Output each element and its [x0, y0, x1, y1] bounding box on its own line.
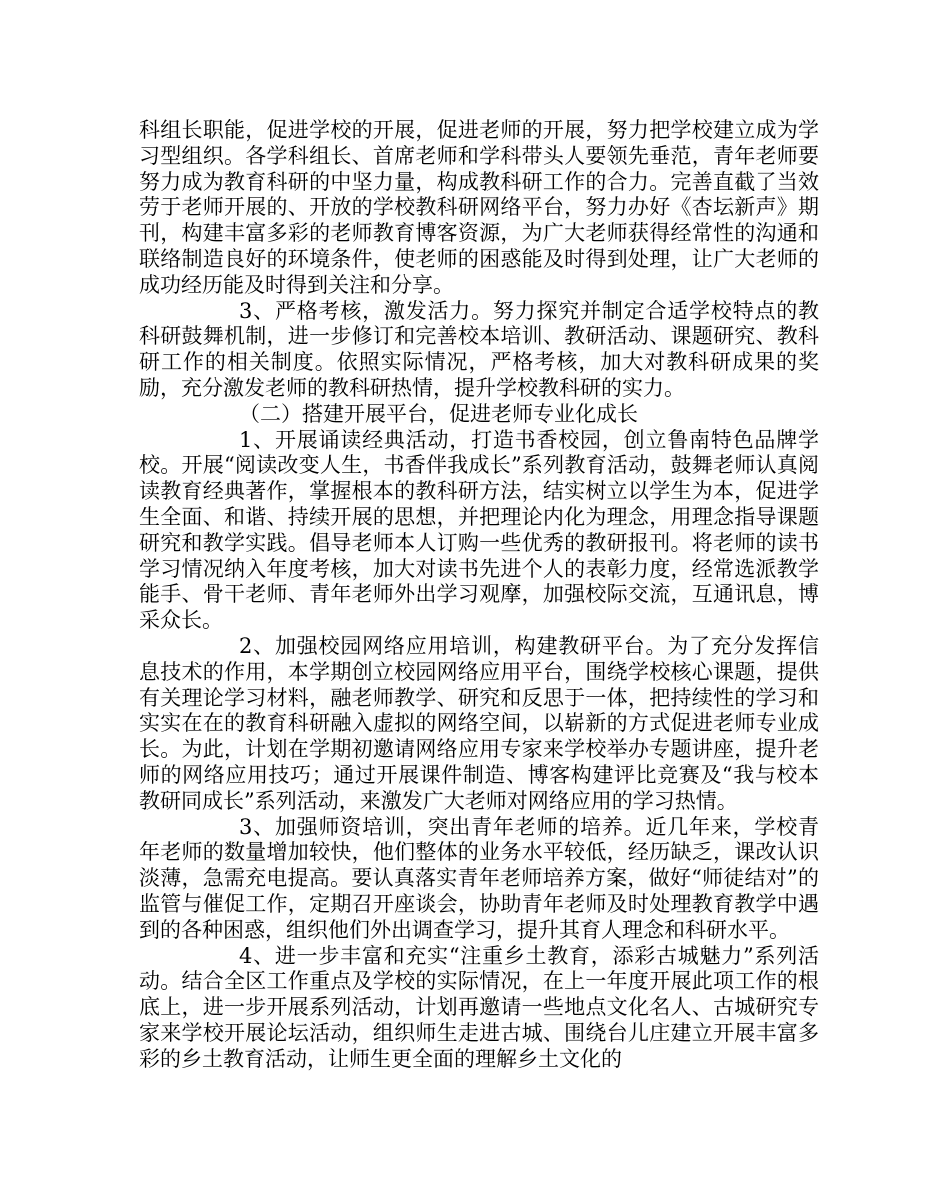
section-heading-platform: （二）搭建开展平台，促进老师专业化成长 [239, 401, 638, 426]
paragraph-network-training: 2、加强校园网络应用培训，构建教研平台。为了充分发挥信息技术的作用，本学期创立校园网络应用平台，围绕学校核心课题，提供有关理论学习材料，融老师教学、研究和反思于一体，把持续性的学习和实实在在的教育科研融入虚拟的网络空间，以崭新的方式促进老师专业成长。为此，计划在学期初邀请网络应用专家来学校举办专题讲座，提升老师的网络应用技巧；通过开展课件制造、博客构建评比竞赛及“我与校本教研同成长”系列活动，来激发广大老师对网络应用的学习热情。 [139, 633, 819, 813]
document-page [139, 118, 819, 1072]
paragraph-reading-classics: 1、开展诵读经典活动，打造书香校园，创立鲁南特色品牌学校。开展“阅读改变人生，书香伴我成长”系列教育活动，鼓舞老师认真阅读教育经典著作，掌握根本的教科研方法，结实树立以学生为本，促进学生全面、和谐、持续开展的思想，并把理论内化为理念，用理念指导课题研究和教学实践。倡导老师本人订购一些优秀的教研报刊。将老师的读书学习情况纳入年度考核，加大对读书先进个人的表彰力度，经常选派教学能手、骨干老师、青年老师外出学习观摩，加强校际交流，互通讯息，博采众长。 [139, 427, 819, 633]
paragraph-teacher-training: 3、加强师资培训，突出青年老师的培养。近几年来，学校青年老师的数量增加较快，他们整体的业务水平较低，经历缺乏，课改认识淡薄，急需充电提高。要认真落实青年老师培养方案，做好“师徒结对”的监管与催促工作，定期召开座谈会，协助青年老师及时处理教育教学中遇到的各种困惑，组织他们外出调查学习，提升其育人理念和科研水平。 [139, 814, 819, 942]
paragraph-strict-assessment: 3、严格考核，激发活力。努力探究并制定合适学校特点的教科研鼓舞机制，进一步修订和完善校本培训、教研活动、课题研究、教科研工作的相关制度。依照实际情况，严格考核，加大对教科研成果的奖励，充分激发老师的教科研热情，提升学校教科研的实力。 [139, 298, 819, 400]
paragraph-intro-continuation: 科组长职能，促进学校的开展，促进老师的开展，努力把学校建立成为学习型组织。各学科组长、首席老师和学科带头人要领先垂范，青年老师要努力成为教育科研的中坚力量，构成教科研工作的合力。完善直截了当效劳于老师开展的、开放的学校教科研网络平台，努力办好《杏坛新声》期刊，构建丰富多彩的老师教育博客资源，为广大老师获得经常性的沟通和联络制造良好的环境条件，使老师的困惑能及时得到处理，让广大老师的成功经历能及时得到关注和分享。 [139, 118, 819, 297]
paragraph-local-education: 4、进一步丰富和充实“注重乡土教育，添彩古城魅力”系列活动。结合全区工作重点及学校的实际情况，在上一年度开展此项工作的根底上，进一步开展系列活动，计划再邀请一些地点文化名人、古城研究专家来学校开展论坛活动，组织师生走进古城、围绕台儿庄建立开展丰富多彩的乡土教育活动，让师生更全面的理解乡土文化的 [139, 943, 819, 1071]
